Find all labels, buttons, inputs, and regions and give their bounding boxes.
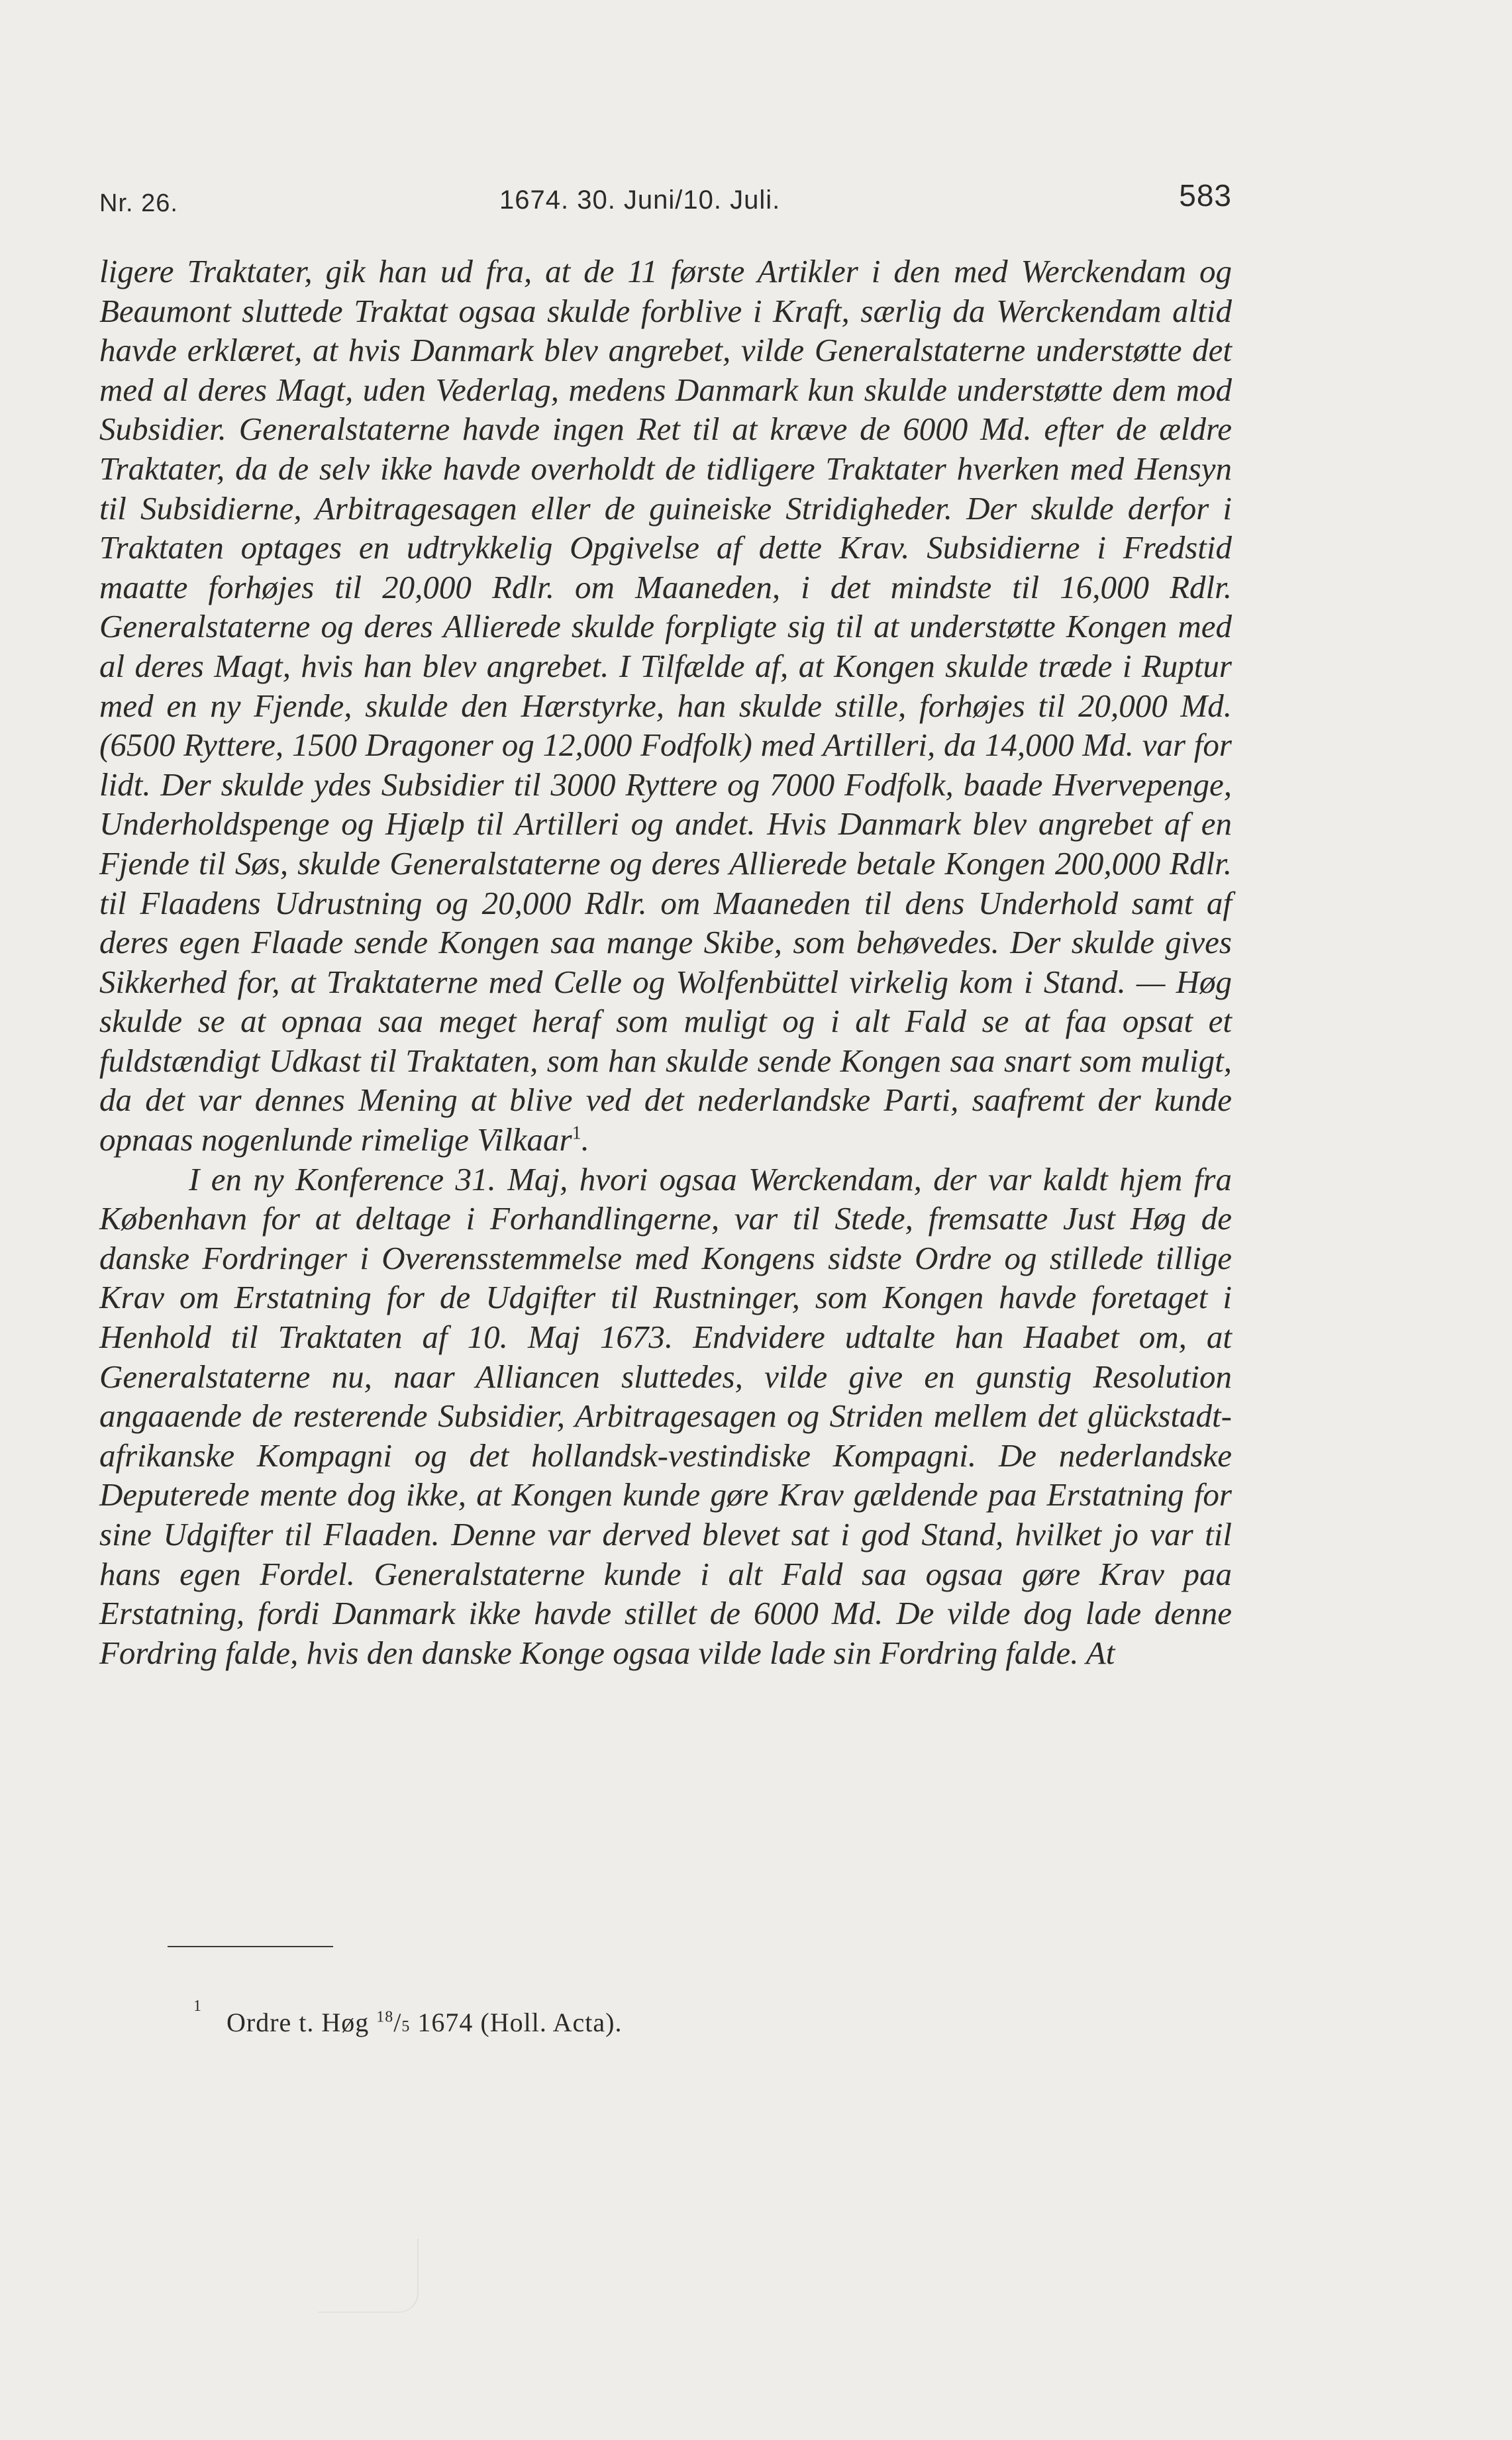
- footnote-text: [199, 2008, 622, 2037]
- footnote-fraction-separator: /: [393, 2008, 402, 2037]
- running-header: [99, 178, 1232, 224]
- date-range-heading: 1674. 30. Juni/10. Juli.: [499, 185, 781, 215]
- footnote-fraction-numerator: 18: [376, 2008, 394, 2026]
- paper-fold-mark: [318, 2239, 419, 2313]
- page-number: 583: [1179, 178, 1232, 213]
- paragraph-1-text: ligere Traktater, gik han ud fra, at de 11 første Artikler i den med Werckendam og Beaumont sluttede Traktat ogsaa skulde forblive i Kraft, særlig da Werckendam altid havde erklæret, at hvis Danmark blev angrebet, vilde Generalstaterne understøtte det med al deres Magt, uden Vederlag, medens Danmark kun skulde understøtte dem mod Subsidier. Generalstaterne havde ingen Ret til at kræve de 6000 Md. efter de ældre Traktater, da de selv ikke havde overholdt de tidligere Traktater hverken med Hensyn til Subsidierne, Arbitragesagen eller de guineiske Stridigheder. Der skulde derfor i Traktaten optages en udtrykkelig Opgivelse af dette Krav. Subsidierne i Fredstid maatte forhøjes til 20,000 Rdlr. om Maaneden, i det mindste til 16,000 Rdlr. Generalstaterne og deres Allierede skulde forpligte sig til at understøtte Kongen med al deres Magt, hvis han blev angrebet. I Tilfælde af, at Kongen skulde træde i Ruptur med en ny Fjende, skulde den Hærstyrke, han skulde stille, forhøjes til 20,000 Md. (6500 Ryttere, 1500 Dragoner og 12,000 Fodfolk) med Artilleri, da 14,000 Md. var for lidt. Der skulde ydes Subsidier til 3000 Ryttere og 7000 Fodfolk, baade Hvervepenge, Underholdspenge og Hjælp til Artilleri og andet. Hvis Danmark blev angrebet af en Fjende til Søs, skulde Generalstaterne og deres Allierede betale Kongen 200,000 Rdlr. til Flaadens Udrustning og 20,000 Rdlr. om Maaneden til dens Underhold samt af deres egen Flaade sende Kongen saa mange Skibe, som behøvedes. Der skulde gives Sikkerhed for, at Traktaterne med Celle og Wolfenbüttel virkelig kom i Stand. — Høg skulde se at opnaa saa meget heraf som muligt og i alt Fald se at faa opsat et fuldstændigt Udkast til Traktaten, som han skulde sende Kongen saa snart som muligt, da det var dennes Mening at blive ved det nederlandske Parti, saafremt der kunde opnaas nogenlunde rimelige Vilkaar: [99, 253, 1232, 1158]
- main-text: [99, 252, 1232, 1672]
- footnote-divider: [168, 1946, 333, 1947]
- document-number: Nr. 26.: [99, 189, 178, 217]
- paragraph-2: [99, 1160, 1232, 1673]
- paragraph-2-text: I en ny Konference 31. Maj, hvori ogsaa Werckendam, der var kaldt hjem fra København for at deltage i Forhandlingerne, var til Stede, fremsatte Just Høg de danske Fordringer i Overensstemmelse med Kongens sidste Ordre og stillede tillige Krav om Erstatning for de Udgifter til Rustninger, som Kongen havde foretaget i Henhold til Traktaten af 10. Maj 1673. Endvidere udtalte han Haabet om, at Generalstaterne nu, naar Alliancen sluttedes, vilde give en gunstig Resolution angaaende de resterende Subsidier, Arbitragesagen og Striden mellem det glückstadt-afrikanske Kompagni og det hollandsk-vestindiske Kompagni. De nederlandske Deputerede mente dog ikke, at Kongen kunde gøre Krav gældende paa Erstatning for sine Udgifter til Flaaden. Denne var derved blevet sat i god Stand, hvilket jo var til hans egen Fordel. Generalstaterne kunde i alt Fald saa ogsaa gøre Krav paa Erstatning, fordi Danmark ikke havde stillet de 6000 Md. De vilde dog lade denne Fordring falde, hvis den danske Konge ogsaa vilde lade sin Fordring falde. At: [99, 1160, 1232, 1671]
- footnote-mark: 1: [193, 1998, 202, 2015]
- footnote-text-before: Ordre t. Høg: [227, 2008, 377, 2037]
- footnote-fraction-denominator: 5: [401, 2018, 411, 2035]
- footnote-text-after: 1674 (Holl. Acta).: [410, 2008, 623, 2037]
- paragraph-1: [99, 252, 1232, 1160]
- footnote: [193, 1998, 623, 2038]
- paragraph-1-period: .: [581, 1121, 589, 1158]
- footnote-reference[interactable]: 1: [572, 1123, 581, 1144]
